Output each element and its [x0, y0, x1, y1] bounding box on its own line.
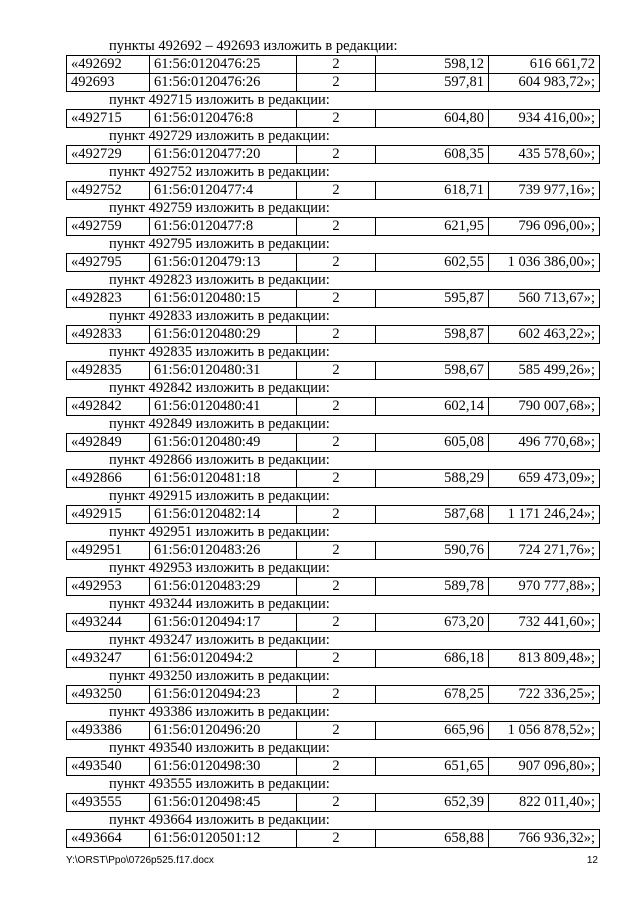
- count-cell: 2: [297, 686, 376, 704]
- area-cell: 665,96: [376, 722, 489, 740]
- table-row: [66, 469, 600, 488]
- cadastral-number-cell: 61:56:0120477:8: [150, 218, 297, 236]
- item-number-cell: «492866: [67, 470, 150, 488]
- cadastral-number-cell: 61:56:0120483:29: [150, 578, 297, 596]
- area-cell: 598,67: [376, 362, 489, 380]
- table-row: [66, 541, 600, 560]
- area-cell: 605,08: [376, 434, 489, 452]
- count-cell: 2: [297, 506, 376, 524]
- cadastral-number-cell: 61:56:0120480:41: [150, 398, 297, 416]
- cadastral-number-cell: 61:56:0120476:8: [150, 110, 297, 128]
- table-row: [66, 289, 600, 308]
- item-number-cell: 492693: [67, 74, 150, 92]
- area-cell: 608,35: [376, 146, 489, 164]
- value-cell: 659 473,09»;: [489, 470, 600, 488]
- item-number-cell: «493250: [67, 686, 150, 704]
- value-cell: 1 171 246,24»;: [489, 506, 600, 524]
- amendment-heading: пункт 492951 изложить в редакции:: [109, 524, 330, 540]
- count-cell: 2: [297, 218, 376, 236]
- value-cell: 813 809,48»;: [489, 650, 600, 668]
- cadastral-number-cell: 61:56:0120477:4: [150, 182, 297, 200]
- value-cell: 435 578,60»;: [489, 146, 600, 164]
- table-row: [66, 325, 600, 344]
- item-number-cell: «492951: [67, 542, 150, 560]
- cadastral-number-cell: 61:56:0120480:29: [150, 326, 297, 344]
- count-cell: 2: [297, 182, 376, 200]
- table-row: [66, 829, 600, 848]
- count-cell: 2: [297, 434, 376, 452]
- cadastral-number-cell: 61:56:0120501:12: [150, 830, 297, 848]
- amendment-heading: пункт 492866 изложить в редакции:: [109, 452, 330, 468]
- count-cell: 2: [297, 290, 376, 308]
- item-number-cell: «492953: [67, 578, 150, 596]
- cadastral-number-cell: 61:56:0120494:23: [150, 686, 297, 704]
- amendment-heading: пункт 492729 изложить в редакции:: [109, 128, 330, 144]
- cadastral-number-cell: 61:56:0120480:49: [150, 434, 297, 452]
- page-number: 12: [586, 855, 598, 866]
- value-cell: 1 036 386,00»;: [489, 254, 600, 272]
- cadastral-number-cell: 61:56:0120480:15: [150, 290, 297, 308]
- item-number-cell: «492715: [67, 110, 150, 128]
- table-row: [66, 433, 600, 452]
- cadastral-number-cell: 61:56:0120477:20: [150, 146, 297, 164]
- area-cell: 651,65: [376, 758, 489, 776]
- amendment-heading: пункт 492915 изложить в редакции:: [109, 488, 330, 504]
- amendment-heading: пункт 493540 изложить в редакции:: [109, 740, 330, 756]
- area-cell: 678,25: [376, 686, 489, 704]
- item-number-cell: «492729: [67, 146, 150, 164]
- area-cell: 590,76: [376, 542, 489, 560]
- item-number-cell: «493540: [67, 758, 150, 776]
- value-cell: 732 441,60»;: [489, 614, 600, 632]
- cadastral-number-cell: 61:56:0120498:30: [150, 758, 297, 776]
- table-row: [66, 757, 600, 776]
- value-cell: 585 499,26»;: [489, 362, 600, 380]
- amendment-heading: пункт 492715 изложить в редакции:: [109, 92, 330, 108]
- item-number-cell: «493664: [67, 830, 150, 848]
- area-cell: 597,81: [376, 74, 489, 92]
- amendment-heading: пункт 492752 изложить в редакции:: [109, 164, 330, 180]
- footer-file-path: Y:\ORST\Ppo\0726p525.f17.docx: [66, 855, 214, 866]
- value-cell: 796 096,00»;: [489, 218, 600, 236]
- count-cell: 2: [297, 722, 376, 740]
- cadastral-number-cell: 61:56:0120482:14: [150, 506, 297, 524]
- cadastral-number-cell: 61:56:0120494:2: [150, 650, 297, 668]
- value-cell: 934 416,00»;: [489, 110, 600, 128]
- item-number-cell: «492759: [67, 218, 150, 236]
- cadastral-number-cell: 61:56:0120498:45: [150, 794, 297, 812]
- cadastral-number-cell: 61:56:0120496:20: [150, 722, 297, 740]
- area-cell: 598,87: [376, 326, 489, 344]
- cadastral-number-cell: 61:56:0120483:26: [150, 542, 297, 560]
- cadastral-number-cell: 61:56:0120479:13: [150, 254, 297, 272]
- count-cell: 2: [297, 614, 376, 632]
- count-cell: 2: [297, 650, 376, 668]
- item-number-cell: «492692: [67, 56, 150, 74]
- table-row: [66, 55, 600, 74]
- table-row: [66, 685, 600, 704]
- value-cell: 739 977,16»;: [489, 182, 600, 200]
- table-row: [66, 649, 600, 668]
- item-number-cell: «492752: [67, 182, 150, 200]
- value-cell: 724 271,76»;: [489, 542, 600, 560]
- count-cell: 2: [297, 470, 376, 488]
- area-cell: 602,14: [376, 398, 489, 416]
- item-number-cell: «493386: [67, 722, 150, 740]
- area-cell: 589,78: [376, 578, 489, 596]
- amendment-heading: пункт 492823 изложить в редакции:: [109, 272, 330, 288]
- area-cell: 595,87: [376, 290, 489, 308]
- cadastral-number-cell: 61:56:0120481:18: [150, 470, 297, 488]
- area-cell: 618,71: [376, 182, 489, 200]
- area-cell: 602,55: [376, 254, 489, 272]
- value-cell: 604 983,72»;: [489, 74, 600, 92]
- table-row: [66, 217, 600, 236]
- area-cell: 658,88: [376, 830, 489, 848]
- count-cell: 2: [297, 110, 376, 128]
- amendment-heading: пункт 492833 изложить в редакции:: [109, 308, 330, 324]
- table-row: [66, 109, 600, 128]
- area-cell: 621,95: [376, 218, 489, 236]
- cadastral-number-cell: 61:56:0120480:31: [150, 362, 297, 380]
- value-cell: 907 096,80»;: [489, 758, 600, 776]
- value-cell: 822 011,40»;: [489, 794, 600, 812]
- count-cell: 2: [297, 254, 376, 272]
- amendment-heading: пункт 493664 изложить в редакции:: [109, 812, 330, 828]
- count-cell: 2: [297, 398, 376, 416]
- amendment-heading: пункт 493244 изложить в редакции:: [109, 596, 330, 612]
- item-number-cell: «492835: [67, 362, 150, 380]
- count-cell: 2: [297, 794, 376, 812]
- item-number-cell: «493247: [67, 650, 150, 668]
- item-number-cell: «492842: [67, 398, 150, 416]
- item-number-cell: «493555: [67, 794, 150, 812]
- table-row: [66, 577, 600, 596]
- area-cell: 604,80: [376, 110, 489, 128]
- item-number-cell: «492833: [67, 326, 150, 344]
- count-cell: 2: [297, 758, 376, 776]
- table-row: [66, 253, 600, 272]
- table-row: [66, 505, 600, 524]
- item-number-cell: «492849: [67, 434, 150, 452]
- amendment-heading: пункт 492759 изложить в редакции:: [109, 200, 330, 216]
- value-cell: 602 463,22»;: [489, 326, 600, 344]
- table-row: [66, 361, 600, 380]
- amendment-heading: пункт 492849 изложить в редакции:: [109, 416, 330, 432]
- table-row: [66, 145, 600, 164]
- area-cell: 588,29: [376, 470, 489, 488]
- table-row: [66, 397, 600, 416]
- count-cell: 2: [297, 326, 376, 344]
- amendment-heading: пункт 493247 изложить в редакции:: [109, 632, 330, 648]
- table-row: [66, 721, 600, 740]
- count-cell: 2: [297, 578, 376, 596]
- cadastral-number-cell: 61:56:0120476:25: [150, 56, 297, 74]
- count-cell: 2: [297, 830, 376, 848]
- count-cell: 2: [297, 542, 376, 560]
- area-cell: 686,18: [376, 650, 489, 668]
- table-row: [66, 181, 600, 200]
- value-cell: 1 056 878,52»;: [489, 722, 600, 740]
- count-cell: 2: [297, 146, 376, 164]
- item-number-cell: «493244: [67, 614, 150, 632]
- amendment-heading: пункты 492692 – 492693 изложить в редакции:: [109, 38, 398, 54]
- area-cell: 673,20: [376, 614, 489, 632]
- amendment-heading: пункт 493386 изложить в редакции:: [109, 704, 330, 720]
- value-cell: 766 936,32»;: [489, 830, 600, 848]
- value-cell: 790 007,68»;: [489, 398, 600, 416]
- value-cell: 970 777,88»;: [489, 578, 600, 596]
- amendment-heading: пункт 493250 изложить в редакции:: [109, 668, 330, 684]
- amendment-heading: пункт 492795 изложить в редакции:: [109, 236, 330, 252]
- area-cell: 598,12: [376, 56, 489, 74]
- table-row: [66, 74, 600, 92]
- value-cell: 560 713,67»;: [489, 290, 600, 308]
- area-cell: 587,68: [376, 506, 489, 524]
- amendment-heading: пункт 492842 изложить в редакции:: [109, 380, 330, 396]
- count-cell: 2: [297, 362, 376, 380]
- count-cell: 2: [297, 56, 376, 74]
- count-cell: 2: [297, 74, 376, 92]
- value-cell: 722 336,25»;: [489, 686, 600, 704]
- item-number-cell: «492915: [67, 506, 150, 524]
- table-row: [66, 793, 600, 812]
- value-cell: 496 770,68»;: [489, 434, 600, 452]
- amendment-heading: пункт 492953 изложить в редакции:: [109, 560, 330, 576]
- cadastral-number-cell: 61:56:0120494:17: [150, 614, 297, 632]
- item-number-cell: «492795: [67, 254, 150, 272]
- table-row: [66, 613, 600, 632]
- value-cell: 616 661,72: [489, 56, 600, 74]
- amendment-heading: пункт 493555 изложить в редакции:: [109, 776, 330, 792]
- cadastral-number-cell: 61:56:0120476:26: [150, 74, 297, 92]
- item-number-cell: «492823: [67, 290, 150, 308]
- document-body: [66, 38, 600, 848]
- area-cell: 652,39: [376, 794, 489, 812]
- amendment-heading: пункт 492835 изложить в редакции:: [109, 344, 330, 360]
